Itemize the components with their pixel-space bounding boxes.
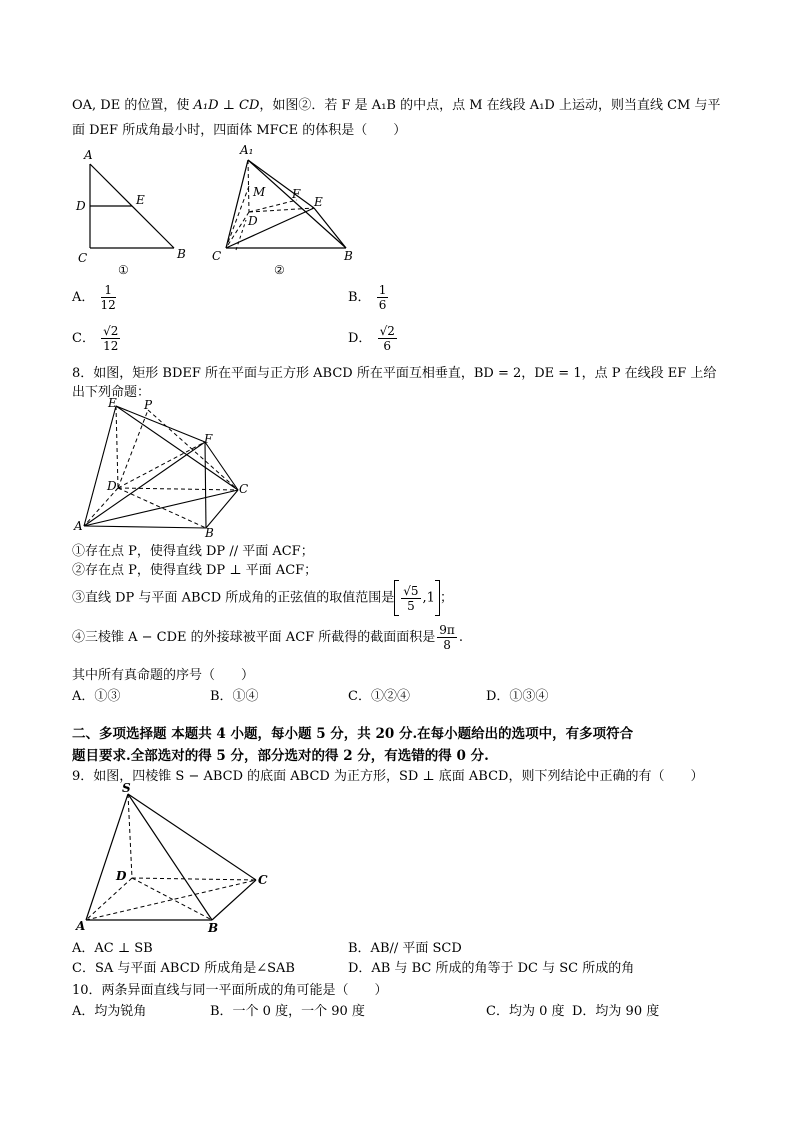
q8-label-P: P <box>144 398 153 412</box>
q8-label-C: C <box>239 482 249 496</box>
q8-label-E: E <box>108 396 117 410</box>
q9-stem: 9．如图，四棱锥 S − ABCD 的底面 ABCD 为正方形，SD ⊥ 底面 ABCD，则下列结论中正确的有（ ） <box>72 769 704 784</box>
q9-label-A: A <box>76 919 86 933</box>
fig2-label-M: M <box>253 185 266 199</box>
section2-heading-line2: 题目要求.全部选对的得 5 分，部分选对的得 2 分，有选错的得 0 分. <box>72 748 489 764</box>
fig1-label-D: D <box>76 199 86 213</box>
q9-option-b: B．AB// 平面 SCD <box>348 941 462 956</box>
fig2-label-C: C <box>212 249 222 263</box>
q8-proposition-1: ①存在点 P，使得直线 DP // 平面 ACF； <box>72 544 314 559</box>
q9-option-d: D．AB 与 BC 所成的角等于 DC 与 SC 所成的角 <box>348 961 635 976</box>
q9-label-S: S <box>122 782 131 795</box>
q10-option-a: A．均为锐角 <box>72 1004 147 1019</box>
fig1-label-C: C <box>78 251 88 265</box>
q10-option-d: D．均为 90 度 <box>572 1004 660 1019</box>
q10-stem: 10．两条异面直线与同一平面所成的角可能是（ ） <box>72 983 388 998</box>
q8-ask: 其中所有真命题的序号（ ） <box>72 668 255 683</box>
q8-proposition-3: ③直线 DP 与平面 ABCD 所成角的正弦值的取值范围是 $\frac{√5}{5}$ ,1 ； <box>72 580 453 616</box>
section2-heading-line1: 二、多项选择题 本题共 4 小题，每小题 5 分，共 20 分.在每小题给出的选项中，有多项符合 <box>72 726 634 742</box>
q9-figure <box>72 782 278 936</box>
q9-label-B: B <box>208 921 219 935</box>
q8-label-D: D <box>107 479 117 493</box>
q8-figure <box>72 396 262 538</box>
q7-option-a: A． $\frac{1}{12}$ <box>72 283 116 312</box>
fig2-label-B: B <box>344 249 353 263</box>
q8-proposition-4: ④三棱锥 A − CDE 的外接球被平面 ACF 所截得的截面面积是 $\frac{9\pi}{8}$ . <box>72 623 463 652</box>
fig2-label-F: F <box>292 187 301 201</box>
fig2-label-A1: A₁ <box>240 143 254 157</box>
q8-option-a: A．①③ <box>72 689 121 704</box>
q8-label-A: A <box>74 519 83 533</box>
q10-option-b: B．一个 0 度，一个 90 度 <box>210 1004 365 1019</box>
q8-proposition-2: ②存在点 P，使得直线 DP ⊥ 平面 ACF； <box>72 563 318 578</box>
q9-option-c: C．SA 与平面 ABCD 所成角是∠SAB <box>72 961 295 976</box>
q8-stem-line2: 出下列命题： <box>72 385 151 400</box>
q7-figure-1 <box>74 146 194 278</box>
q10-option-c: C．均为 0 度 <box>486 1004 565 1019</box>
q8-option-d: D．①③④ <box>486 689 549 704</box>
q7-option-d: D． $\frac{√2}{6}$ <box>348 324 395 353</box>
q9-label-D: D <box>116 869 127 883</box>
q8-label-F: F <box>204 432 213 446</box>
fig1-caption: ① <box>118 263 129 277</box>
q8-stem-line1: 8．如图，矩形 BDEF 所在平面与正方形 ABCD 所在平面互相垂直，BD = 2，DE = 1，点 P 在线段 EF 上给 <box>72 366 717 381</box>
q8-label-B: B <box>205 526 214 538</box>
q9-label-C: C <box>258 873 268 887</box>
q7-figure-2 <box>206 140 362 280</box>
q8-option-b: B．①④ <box>210 689 259 704</box>
fig2-label-D: D <box>248 214 258 228</box>
fig1-label-B: B <box>177 247 186 261</box>
q7-stem-line1: OA, DE 的位置，使 A₁D ⊥ CD，如图②．若 F 是 A₁B 的中点，点 M 在线段 A₁D 上运动，则当直线 CM 与平 <box>72 98 721 113</box>
q7-option-b: B． $\frac{1}{6}$ <box>348 283 387 312</box>
fig2-caption: ② <box>274 263 285 277</box>
fig1-label-E: E <box>136 193 145 207</box>
q7-option-c: C． $\frac{√2}{12}$ <box>72 324 119 353</box>
fig1-label-A: A <box>84 148 93 162</box>
fig2-label-E: E <box>314 195 323 209</box>
q9-option-a: A．AC ⊥ SB <box>72 941 153 956</box>
q8-option-c: C．①②④ <box>348 689 410 704</box>
q7-stem-line2: 面 DEF 所成角最小时，四面体 MFCE 的体积是（ ） <box>72 123 407 138</box>
